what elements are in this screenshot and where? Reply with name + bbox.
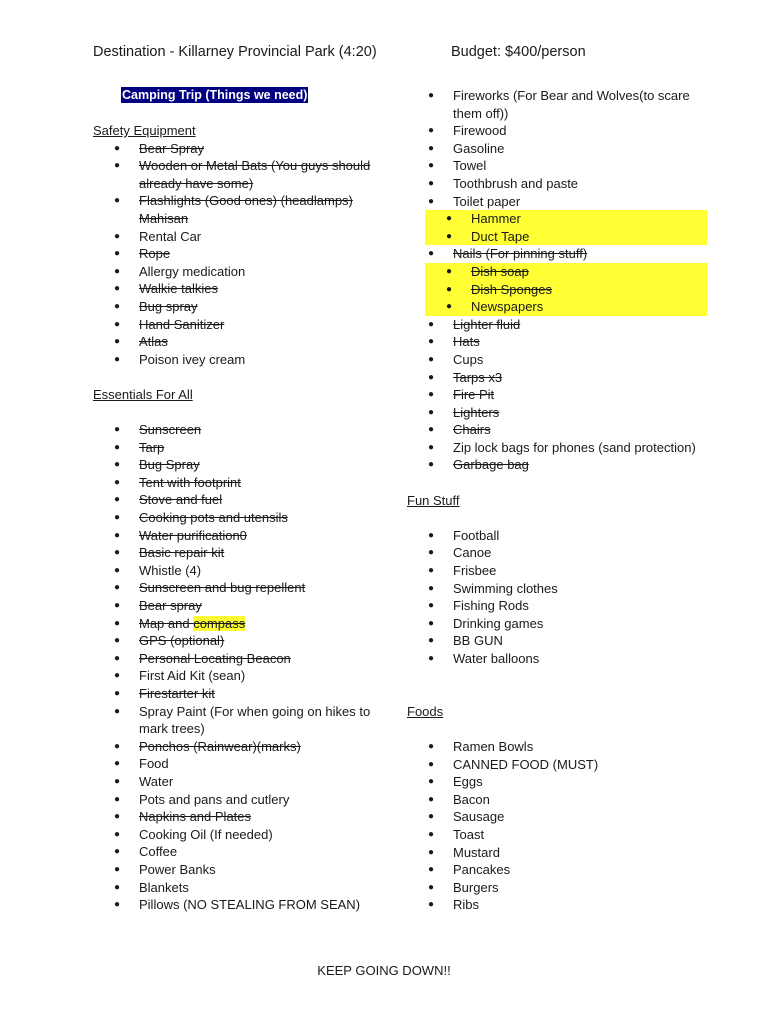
list-item-text: Gasoline xyxy=(453,140,505,156)
destination-header: Destination - Killarney Provincial Park (4:20) xyxy=(93,44,377,60)
list-item-text: Basic repair kit xyxy=(139,545,225,561)
list-item-text: Stove and fuel xyxy=(139,492,223,508)
list-item-text: Atlas xyxy=(139,334,168,350)
list-item-text: Wooden or Metal Bats (You guys should already have some) xyxy=(139,158,371,191)
bullet-icon: ● xyxy=(114,775,121,787)
list-item-text: GPS (optional) xyxy=(139,633,225,649)
bullet-icon: ● xyxy=(114,529,121,541)
list-item-text: Nails (For pinning stuff) xyxy=(453,246,588,262)
list-item xyxy=(407,456,707,474)
safety-list xyxy=(93,140,393,369)
list-item xyxy=(407,157,707,175)
list-item xyxy=(93,738,393,756)
bullet-icon: ● xyxy=(114,230,121,242)
bullet-icon: ● xyxy=(114,863,121,875)
bullet-icon: ● xyxy=(114,476,121,488)
list-item-text: Hammer xyxy=(471,211,521,227)
bullet-icon: ● xyxy=(114,160,121,172)
bullet-icon: ● xyxy=(446,283,453,295)
bullet-icon: ● xyxy=(428,336,435,348)
bullet-icon: ● xyxy=(428,811,435,823)
right-column xyxy=(407,87,707,914)
list-item xyxy=(93,544,393,562)
bullet-icon: ● xyxy=(114,899,121,911)
bullet-icon: ● xyxy=(446,230,453,242)
list-item xyxy=(93,773,393,791)
bullet-icon: ● xyxy=(114,441,121,453)
bullet-icon: ● xyxy=(114,195,121,207)
bullet-icon: ● xyxy=(114,740,121,752)
bullet-icon: ● xyxy=(114,635,121,647)
list-item-text: Spray Paint (For when going on hikes to mark trees) xyxy=(139,703,371,737)
list-item xyxy=(93,298,393,316)
list-item xyxy=(407,650,707,668)
list-item xyxy=(93,667,393,685)
list-item-text: Duct Tape xyxy=(471,228,530,244)
bullet-icon: ● xyxy=(428,406,435,418)
list-item-text: Lighter fluid xyxy=(453,316,521,332)
list-item-text: Hand Sanitizer xyxy=(139,316,225,332)
list-item-text: Tarp xyxy=(139,439,165,455)
list-item xyxy=(407,333,707,351)
list-item-text: Flashlights (Good ones) (headlamps) Mahisan xyxy=(139,193,353,226)
list-item-text: Walkie talkies xyxy=(139,281,218,297)
list-item-text: Poison ivey cream xyxy=(139,351,246,367)
bullet-icon: ● xyxy=(114,494,121,506)
bullet-icon: ● xyxy=(114,336,121,348)
list-item xyxy=(407,615,707,633)
list-item xyxy=(93,685,393,703)
bullet-icon: ● xyxy=(428,125,435,137)
bullet-icon: ● xyxy=(428,248,435,260)
list-item xyxy=(93,826,393,844)
bullet-icon: ● xyxy=(428,195,435,207)
bullet-icon: ● xyxy=(114,248,121,260)
list-item-text: Fireworks (For Bear and Wolves(to scare them off)) xyxy=(453,88,690,121)
list-item xyxy=(93,491,393,509)
list-item xyxy=(407,527,707,545)
list-item-text: Toothbrush and paste xyxy=(453,175,579,191)
list-item-text: Coffee xyxy=(139,844,178,860)
spacer xyxy=(407,685,707,703)
list-item-text: Sunscreen and bug repellent xyxy=(139,580,306,596)
list-item xyxy=(93,263,393,281)
spacer xyxy=(93,368,393,386)
title-wrap xyxy=(93,87,393,122)
list-item xyxy=(425,263,707,281)
list-item-text: Cooking Oil (If needed) xyxy=(139,826,273,842)
list-item xyxy=(93,615,393,633)
list-item xyxy=(93,791,393,809)
list-item xyxy=(407,439,707,457)
list-item-text: Tarps x3 xyxy=(453,369,503,385)
bullet-icon: ● xyxy=(114,424,121,436)
list-item xyxy=(93,579,393,597)
list-item-text: First Aid Kit (sean) xyxy=(139,668,246,684)
bullet-icon: ● xyxy=(428,758,435,770)
list-item xyxy=(93,808,393,826)
list-item-text: Pillows (NO STEALING FROM SEAN) xyxy=(139,897,361,913)
list-item xyxy=(93,703,393,738)
list-item xyxy=(93,316,393,334)
list-item-text: Personal Locating Beacon xyxy=(139,650,291,666)
bullet-icon: ● xyxy=(428,881,435,893)
list-item xyxy=(407,87,707,122)
bullet-icon: ● xyxy=(428,142,435,154)
list-item-text: Canoe xyxy=(453,545,492,561)
list-item-text: Swimming clothes xyxy=(453,580,558,596)
list-item-text: Fishing Rods xyxy=(453,598,529,614)
highlighted-text: compass xyxy=(193,615,246,631)
list-item xyxy=(407,632,707,650)
list-item xyxy=(407,879,707,897)
list-item-text: Zip lock bags for phones (sand protection) xyxy=(453,439,696,455)
list-item xyxy=(93,509,393,527)
bullet-icon: ● xyxy=(114,142,121,154)
list-item xyxy=(407,140,707,158)
list-item-text: Tent with footprint xyxy=(139,474,241,490)
list-item xyxy=(93,192,393,227)
list-item-text: Bug Spray xyxy=(139,457,200,473)
list-item-text: Newspapers xyxy=(471,299,544,315)
bullet-icon: ● xyxy=(428,353,435,365)
list-item-text: CANNED FOOD (MUST) xyxy=(453,756,599,772)
bullet-icon: ● xyxy=(428,160,435,172)
list-item-text: Bear Spray xyxy=(139,140,205,156)
list-item xyxy=(93,650,393,668)
misc-list xyxy=(407,87,707,474)
list-item xyxy=(407,193,707,211)
bullet-icon: ● xyxy=(428,776,435,788)
bullet-icon: ● xyxy=(114,793,121,805)
list-item xyxy=(93,527,393,545)
list-item xyxy=(93,280,393,298)
list-item xyxy=(407,597,707,615)
list-item xyxy=(407,544,707,562)
bullet-icon: ● xyxy=(114,547,121,559)
list-item-text: Napkins and Plates xyxy=(139,809,252,825)
list-item xyxy=(407,808,707,826)
list-item-text: Whistle (4) xyxy=(139,562,202,578)
list-item-text: Rope xyxy=(139,246,171,262)
bullet-icon: ● xyxy=(428,547,435,559)
list-item-text: Bug spray xyxy=(139,298,198,314)
list-item-text: Map and xyxy=(139,615,194,631)
list-item-text: Blankets xyxy=(139,879,189,895)
bullet-icon: ● xyxy=(428,371,435,383)
list-item-text: Pots and pans and cutlery xyxy=(139,791,290,807)
bullet-icon: ● xyxy=(114,652,121,664)
list-item xyxy=(425,281,707,299)
list-item xyxy=(407,562,707,580)
list-item xyxy=(425,210,707,228)
bullet-icon: ● xyxy=(428,617,435,629)
bullet-icon: ● xyxy=(428,653,435,664)
list-item xyxy=(93,351,393,369)
bullet-icon: ● xyxy=(114,353,121,365)
bullet-icon: ● xyxy=(428,424,435,436)
bullet-icon: ● xyxy=(114,828,121,840)
list-item-text: Firestarter kit xyxy=(139,686,215,701)
bullet-icon: ● xyxy=(428,529,435,541)
bullet-icon: ● xyxy=(428,441,435,453)
spacer xyxy=(407,668,707,686)
list-item xyxy=(93,861,393,879)
left-column xyxy=(93,87,393,914)
list-item xyxy=(93,879,393,897)
bullet-icon: ● xyxy=(428,389,435,401)
list-item xyxy=(425,298,707,316)
list-item xyxy=(93,140,393,158)
spacer xyxy=(407,509,707,527)
list-item xyxy=(93,439,393,457)
bullet-icon: ● xyxy=(114,705,121,717)
list-item-text: Ponchos (Rainwear)(marks) xyxy=(139,738,301,754)
foods-heading: Foods xyxy=(407,703,444,719)
list-item xyxy=(407,122,707,140)
bullet-icon: ● xyxy=(428,600,435,612)
list-item xyxy=(407,896,707,914)
bullet-icon: ● xyxy=(114,283,121,295)
bullet-icon: ● xyxy=(114,318,121,330)
list-item-text: Sausage xyxy=(453,809,505,825)
bullet-icon: ● xyxy=(446,213,453,225)
list-item xyxy=(407,421,707,439)
essentials-heading: Essentials For All xyxy=(93,386,193,402)
essentials-list xyxy=(93,421,393,914)
spacer xyxy=(407,474,707,492)
fun-list xyxy=(407,527,707,668)
list-item-text: Firewood xyxy=(453,123,507,139)
list-item xyxy=(407,826,707,844)
list-item xyxy=(93,896,393,914)
list-item-text: Water xyxy=(139,773,174,789)
list-item-text: Toast xyxy=(453,826,485,842)
list-item xyxy=(93,597,393,615)
list-item-text: Ribs xyxy=(453,897,480,913)
bullet-icon: ● xyxy=(428,793,435,805)
list-item-text: Lighters xyxy=(453,404,500,420)
list-item-text: Ramen Bowls xyxy=(453,738,534,754)
list-item xyxy=(93,245,393,263)
bullet-icon: ● xyxy=(114,670,121,682)
bullet-icon: ● xyxy=(428,582,435,594)
list-item-text: Towel xyxy=(453,158,487,174)
list-item-text: Burgers xyxy=(453,879,499,895)
list-item-text: Water balloons xyxy=(453,651,540,666)
bullet-icon: ● xyxy=(428,177,435,189)
list-item-text: Hats xyxy=(453,334,480,350)
budget-header: Budget: $400/person xyxy=(451,44,586,60)
list-item-text: Cups xyxy=(453,351,484,367)
bullet-icon: ● xyxy=(114,617,121,629)
bullet-icon: ● xyxy=(114,600,121,612)
list-item-text: Frisbee xyxy=(453,563,497,579)
list-item xyxy=(93,474,393,492)
list-item xyxy=(407,844,707,862)
list-item xyxy=(407,773,707,791)
bullet-icon: ● xyxy=(428,90,435,101)
bullet-icon: ● xyxy=(114,564,121,576)
list-item-text: BB GUN xyxy=(453,633,503,649)
footer-note: KEEP GOING DOWN!! xyxy=(317,963,451,978)
document-title: Camping Trip (Things we need) xyxy=(122,88,308,102)
spacer xyxy=(407,720,707,738)
bullet-icon: ● xyxy=(428,565,435,577)
list-item-text: Pancakes xyxy=(453,862,511,878)
list-item-text: Cooking pots and utensils xyxy=(139,510,288,526)
list-item-text: Bear spray xyxy=(139,598,202,614)
list-item xyxy=(93,421,393,439)
list-item-text: Water purification0 xyxy=(139,527,247,543)
fun-heading: Fun Stuff xyxy=(407,492,460,508)
list-item-text: Garbage bag xyxy=(453,457,529,473)
list-item-text: Football xyxy=(453,527,500,543)
bullet-icon: ● xyxy=(114,881,121,893)
bullet-icon: ● xyxy=(446,265,453,277)
safety-heading: Safety Equipment xyxy=(93,123,196,138)
list-item xyxy=(407,738,707,756)
list-item xyxy=(425,228,707,246)
list-item-text: Rental Car xyxy=(139,228,202,244)
list-item xyxy=(407,316,707,334)
list-item-text: Allergy medication xyxy=(139,263,246,279)
list-item xyxy=(93,755,393,773)
bullet-icon: ● xyxy=(114,811,121,823)
list-item xyxy=(93,843,393,861)
list-item xyxy=(407,386,707,404)
list-item-text: Dish soap xyxy=(471,263,529,279)
bullet-icon: ● xyxy=(114,300,121,312)
list-item xyxy=(407,175,707,193)
list-item-text: Drinking games xyxy=(453,615,544,631)
bullet-icon: ● xyxy=(114,512,121,524)
bullet-icon: ● xyxy=(114,265,121,277)
bullet-icon: ● xyxy=(428,459,435,471)
list-item xyxy=(407,791,707,809)
bullet-icon: ● xyxy=(428,740,435,752)
bullet-icon: ● xyxy=(114,846,121,858)
foods-list xyxy=(407,738,707,914)
bullet-icon: ● xyxy=(114,459,121,471)
list-item xyxy=(93,632,393,650)
list-item xyxy=(93,333,393,351)
list-item-text: Food xyxy=(139,756,169,772)
list-item xyxy=(407,756,707,774)
list-item xyxy=(93,456,393,474)
list-item xyxy=(93,157,393,192)
bullet-icon: ● xyxy=(428,318,435,330)
list-item-text: Mustard xyxy=(453,844,500,860)
bullet-icon: ● xyxy=(114,582,121,594)
list-item xyxy=(407,404,707,422)
list-item xyxy=(93,562,393,580)
list-item-text: Chairs xyxy=(453,422,491,438)
list-item xyxy=(407,861,707,879)
bullet-icon: ● xyxy=(428,828,435,840)
spacer xyxy=(93,404,393,422)
bullet-icon: ● xyxy=(428,864,435,876)
list-item-text: Fire Pit xyxy=(453,387,495,403)
list-item-text: Dish Sponges xyxy=(471,281,552,297)
bullet-icon: ● xyxy=(114,758,121,770)
list-item-text: Toilet paper xyxy=(453,193,521,209)
list-item xyxy=(407,245,707,263)
list-item-text: Sunscreen xyxy=(139,422,202,438)
bullet-icon: ● xyxy=(428,899,435,911)
bullet-icon: ● xyxy=(446,301,453,313)
list-item xyxy=(407,369,707,387)
list-item xyxy=(407,351,707,369)
list-item xyxy=(407,580,707,598)
list-item-text: Eggs xyxy=(453,774,483,790)
bullet-icon: ● xyxy=(428,635,435,647)
list-item-text: Power Banks xyxy=(139,861,216,877)
bullet-icon: ● xyxy=(428,846,435,858)
bullet-icon: ● xyxy=(114,688,121,699)
list-item xyxy=(93,228,393,246)
list-item-text: Bacon xyxy=(453,791,490,807)
